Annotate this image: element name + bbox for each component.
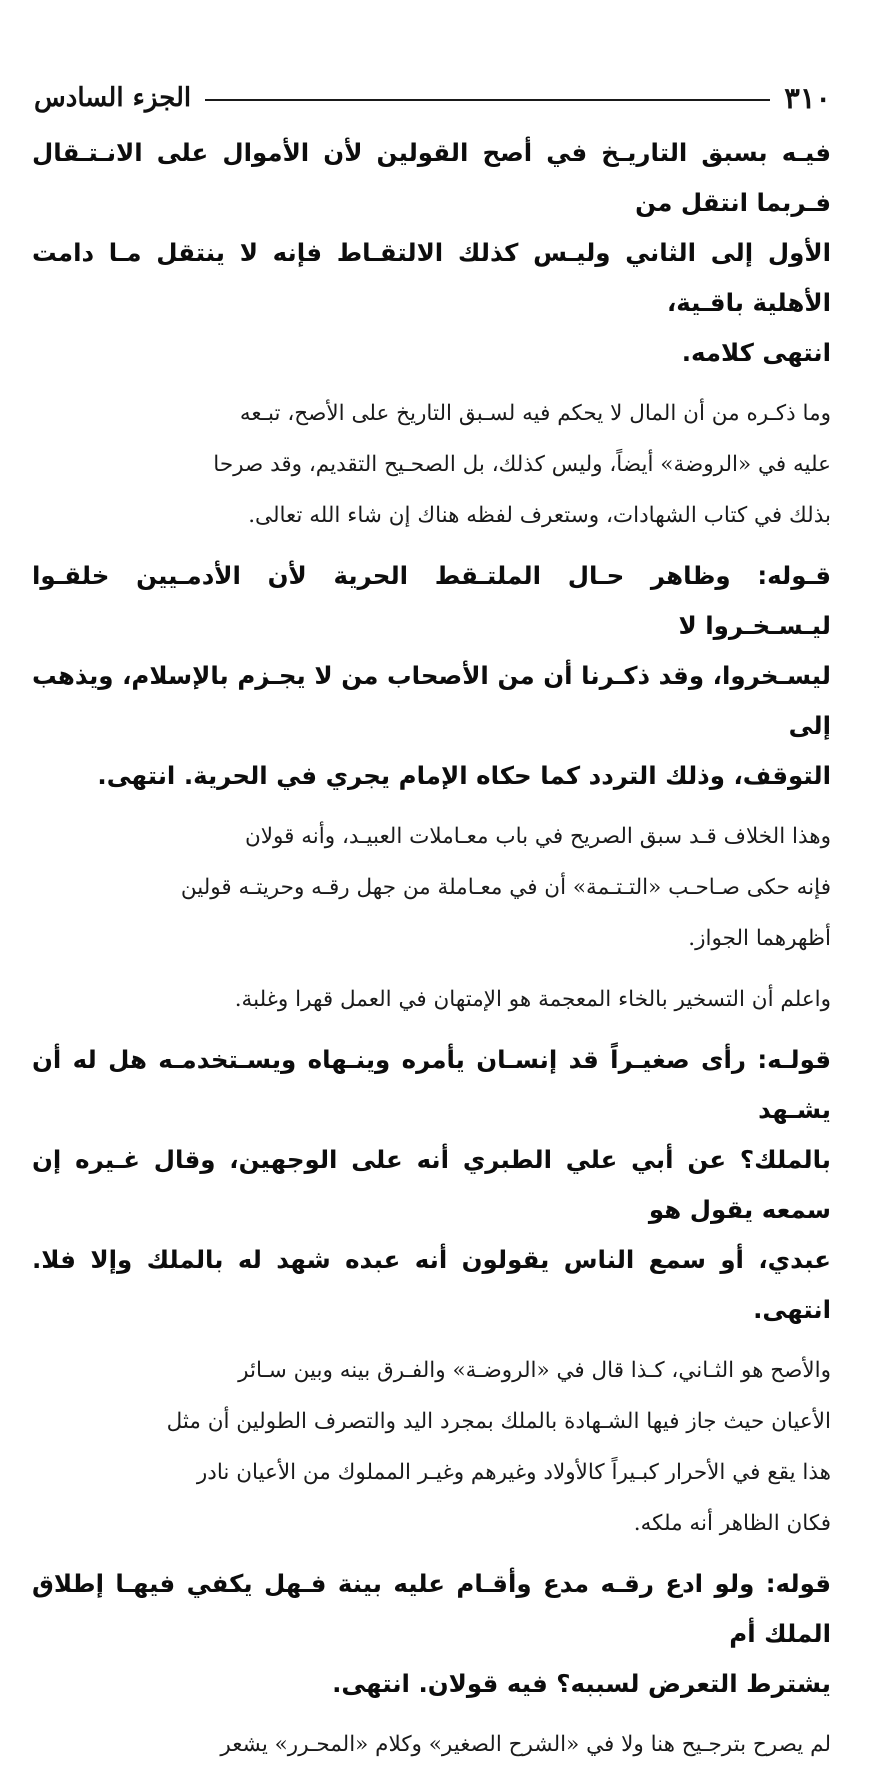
header-rule [205, 99, 770, 101]
commentary-paragraph: وهذا الخلاف قـد سبق الصريح في باب معـاملات العبيـد، وأنه قولان فإنه حكى صـاحـب «التـتـمة» أن في معـاملة من جهل رقـه وحريتـه قولين أظهرهما الجواز. [180, 824, 831, 951]
volume-title: الجزء السادس [34, 83, 192, 113]
quote-paragraph: قوله: ولو ادع رقـه مدع وأقـام عليه بينة فـهل يكفي فيهـا إطلاق الملك أم يشترط التعرض لسببه؟ فيه قولان. انتهى. [32, 1569, 831, 1698]
page-body [32, 128, 831, 1780]
commentary-paragraph: واعلم أن التسخير بالخاء المعجمة هو الإمتهان في العمل قهرا وغلبة. [234, 987, 831, 1012]
commentary-paragraph: وما ذكـره من أن المال لا يحكم فيه لسـبق التاريخ على الأصح، تبـعه عليه في «الروضة» أيضاً، وليس كذلك، بل الصحـيح التقديم، وقد صرحا بذلك في كتاب الشهادات، وستعرف لفظه هناك إن شاء الله تعالى. [213, 401, 831, 528]
quote-paragraph: فيـه بسبق التاريـخ في أصح القولين لأن الأموال على الانـتـقال فـربما انتقل من الأول إلى الثاني وليـس كذلك الالتقـاط فإنه لا ينتقل مـا دامت الأهلية باقـية، انتهى كلامه. [32, 138, 831, 367]
quote-paragraph: قـوله: وظاهر حـال الملتـقط الحرية لأن الأدمـيين خلقـوا ليـسـخـروا لا ليسـخروا، وقد ذكـرنا أن من الأصحاب من لا يجـزم بالإسلام، ويذهب إلى التوقف، وذلك التردد كما حكاه الإمام يجري في الحرية. انتهى. [32, 561, 831, 790]
commentary-paragraph: لم يصرح بترجـيح هنا ولا في «الشرح الصغير» وكلام «المحـرر» يشعر [220, 1732, 831, 1757]
page-header [34, 76, 831, 120]
commentary-paragraph: والأصح هو الثـاني، كـذا قال في «الروضـة» والفـرق بينه وبين سـائر الأعيان حيث جاز فيها الشـهادة بالملك بمجرد اليد والتصرف الطولين أن مثل هذا يقع في الأحرار كبـيراً كالأولاد وغيرهم وغيـر المملوك من الأعيان نادر فكان الظاهر أنه ملكه. [166, 1358, 831, 1536]
page-number: ٣١٠ [784, 81, 831, 115]
quote-paragraph: قولـه: رأى صغيـراً قد إنسـان يأمره وينـهاه ويسـتخدمـه هل له أن يشـهد بالملك؟ عن أبي علي الطبري أنه على الوجهين، وقال غـيره إن سمعه يقول هو عبدي، أو سمع الناس يقولون أنه عبده شهد له بالملك وإلا فلا. انتهى. [32, 1045, 831, 1324]
